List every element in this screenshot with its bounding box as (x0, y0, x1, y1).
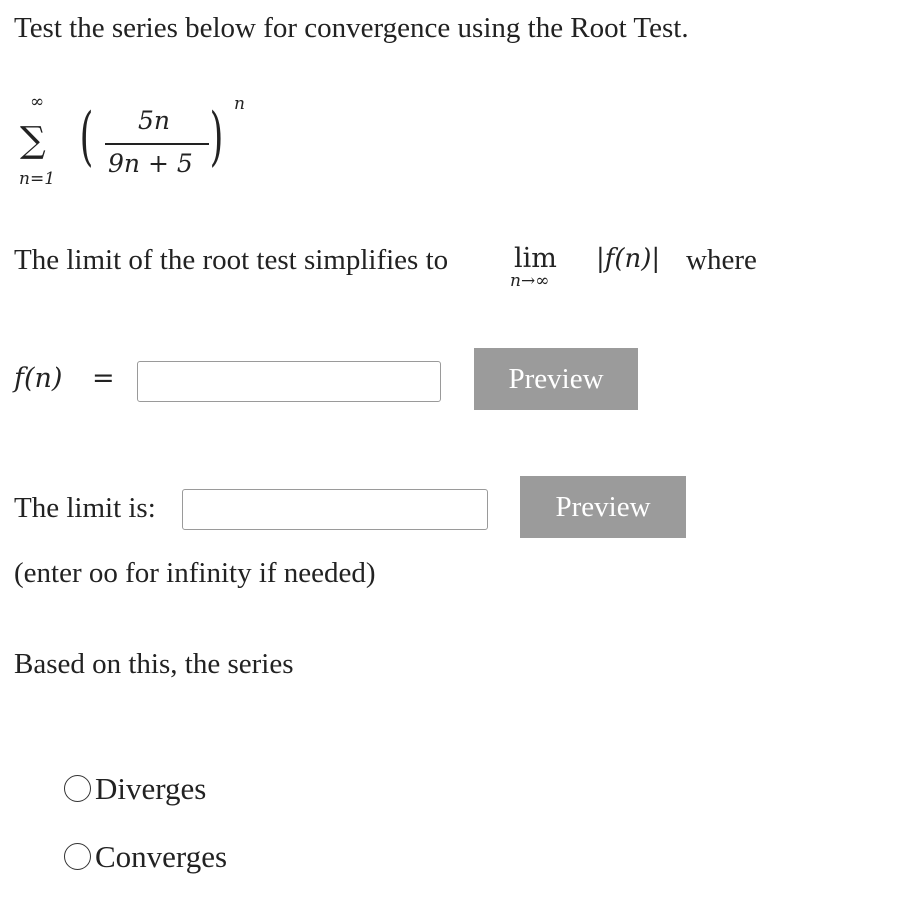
limit-answer-input[interactable] (182, 489, 488, 530)
option-diverges[interactable] (64, 770, 206, 806)
fn-equals: = (92, 363, 115, 394)
series-exponent: n (234, 94, 245, 114)
abs-f-of-n: |f(n)| (596, 244, 661, 274)
left-paren: ( (79, 100, 94, 174)
limit-subscript: n→∞ (510, 271, 550, 291)
limit-label: The limit is: (14, 492, 156, 524)
diverges-radio[interactable] (64, 775, 91, 802)
fn-answer-input[interactable] (137, 361, 441, 402)
option-converges[interactable] (64, 838, 227, 874)
sum-upper-limit: ∞ (30, 92, 45, 112)
fraction-numerator: 5n (138, 106, 171, 135)
diverges-label: Diverges (95, 770, 207, 806)
sum-symbol: ∑ (20, 120, 46, 161)
root-test-statement: The limit of the root test simplifies to (14, 244, 449, 276)
series-expression (0, 85, 260, 195)
converges-radio[interactable] (64, 843, 91, 870)
converges-label: Converges (95, 838, 228, 874)
right-paren: ) (209, 100, 224, 174)
fraction-bar (105, 143, 209, 145)
question-prompt: Test the series below for convergence using the Root Test. (14, 12, 689, 44)
sum-lower-limit: n=1 (19, 169, 56, 189)
limit-operator: lim (514, 243, 557, 274)
fraction-denominator: 9n + 5 (108, 149, 193, 178)
where-text: where (686, 244, 757, 276)
fn-preview-button[interactable]: Preview (474, 348, 638, 410)
conclusion-text: Based on this, the series (14, 648, 294, 680)
infinity-hint: (enter oo for infinity if needed) (14, 557, 376, 589)
limit-preview-button[interactable]: Preview (520, 476, 686, 538)
fn-label: f(n) (14, 363, 63, 394)
